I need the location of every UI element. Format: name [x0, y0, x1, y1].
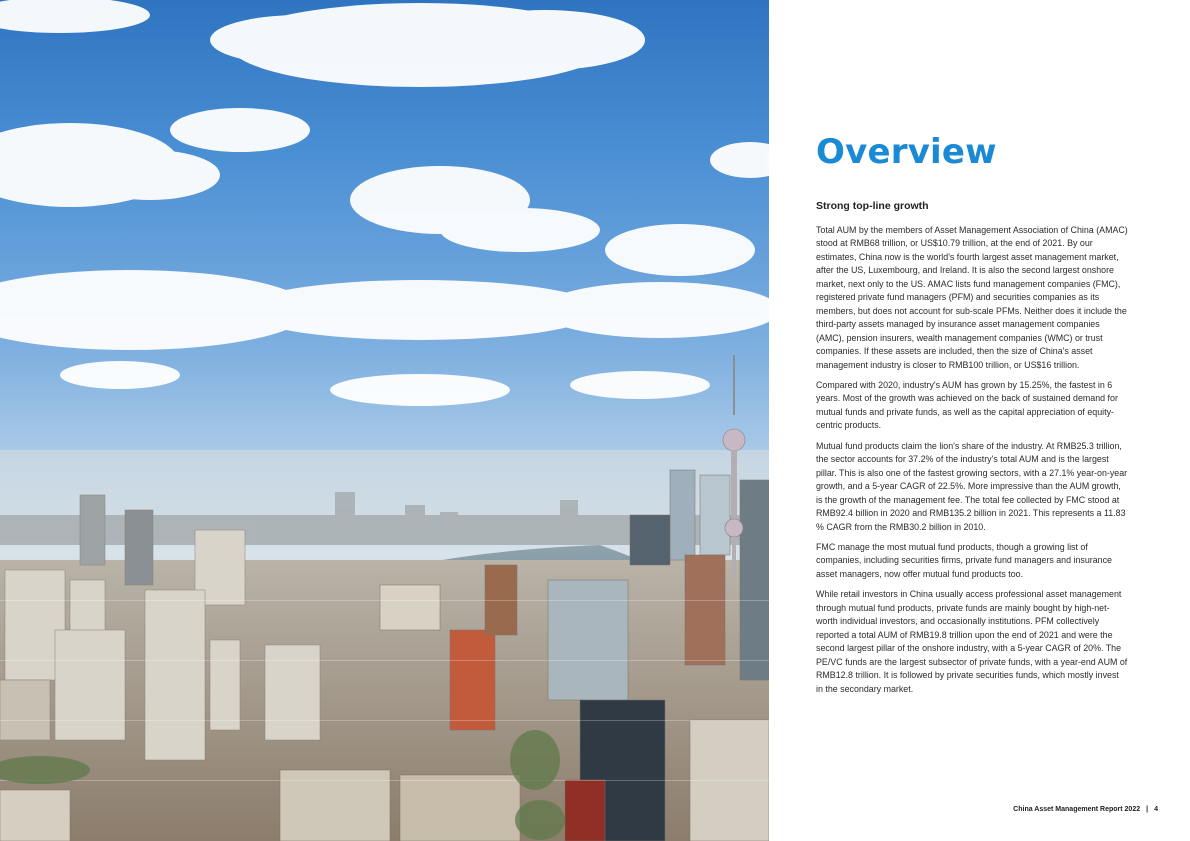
paragraph-4: FMC manage the most mutual fund products, though a growing list of companies, including securities firms, private fund managers and insurance asset managers, now offer mutual fund products too.: [816, 541, 1112, 579]
article-body: [816, 224, 1128, 703]
page-footer: [1013, 806, 1158, 813]
page-number: 4: [1154, 806, 1158, 813]
paragraph-2: Compared with 2020, industry's AUM has grown by 15.25%, the fastest in 6 years. Most of the growth was achieved on the back of sustained demand for mutual funds and private funds, as well as the capital appreciation of equity-centric products.: [816, 379, 1118, 431]
clouds: [0, 0, 769, 406]
paragraph-5: While retail investors in China usually access professional asset management through mutual fund products, private funds are mainly bought by high-net-worth individual investors, and occasionally institutions. PFM collectively reported a total AUM of RMB19.8 trillion upon the end of 2021 and were the second largest pillar of the onshore industry, with a 5-year CAGR of 20%. The PE/VC funds are the largest subsector of private funds, with a year-end AUM of RMB12.8 trillion. It is followed by private securities funds, which mostly invest in the secondary market.: [816, 589, 1128, 694]
report-name: China Asset Management Report 2022: [1013, 806, 1141, 813]
paragraph-1: Total AUM by the members of Asset Management Association of China (AMAC) stood at RMB68 trillion, or US$10.79 trillion, at the end of 2021. By our estimates, China now is the world's fourth largest asset management market, after the US, Luxembourg, and Ireland. It is also the second largest onshore market, next only to the US. AMAC lists fund management companies (FMC), registered private fund managers (PFM) and securities companies as its members, but does not account for sub-scale PFMs. Neither does it include the third-party assets managed by insurance asset management companies (AMC), pension insurers, wealth management companies (WMC) or trust companies. If these assets are included, then the size of China's asset management industry is closer to RMB100 trillion, or US$16 trillion.: [816, 225, 1128, 370]
page-title: Overview: [816, 132, 997, 172]
footer-separator: |: [1146, 806, 1149, 813]
paragraph-3: Mutual fund products claim the lion's share of the industry. At RMB25.3 trillion, the sector accounts for 37.2% of the industry's total AUM and is the largest pillar. This is also one of the fastest growing sectors, with a 27.1% year-on-year growth, and a 5-year CAGR of 22.5%. More impressive than the AUM growth, is the growth of the management fee. The total fee collected by FMC stood at RMB92.4 billion in 2020 and RMB135.2 billion in 2021. This represents a 11.83 % CAGR from the RMB30.2 billion in 2010.: [816, 440, 1128, 532]
section-subheading: Strong top-line growth: [816, 200, 929, 212]
